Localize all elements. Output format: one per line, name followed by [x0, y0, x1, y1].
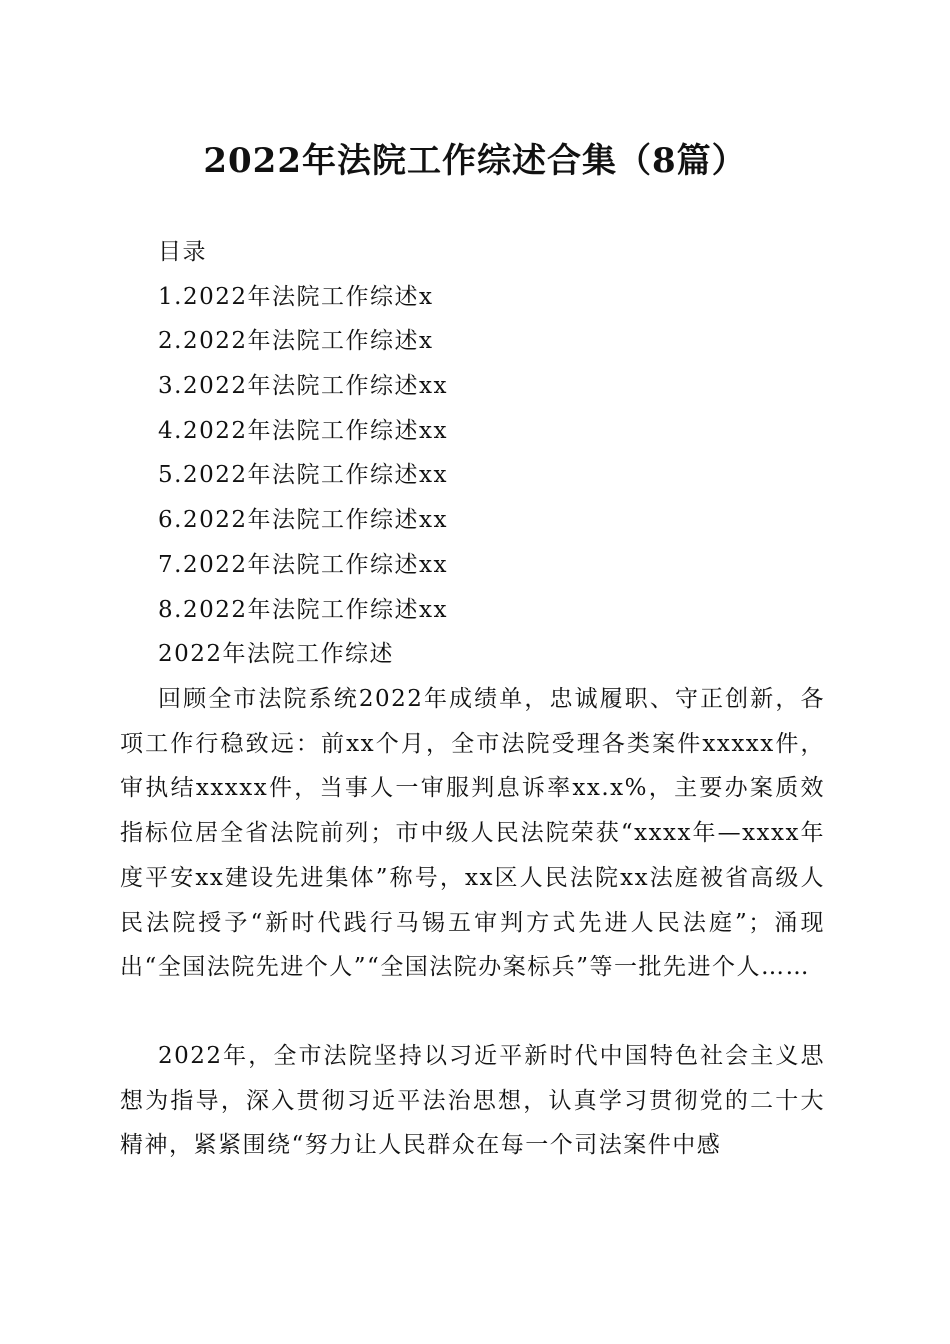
toc-item: 7.2022年法院工作综述xx	[158, 551, 448, 578]
toc-item: 4.2022年法院工作综述xx	[158, 417, 448, 444]
section-title: 2022年法院工作综述	[158, 641, 395, 668]
toc-item: 6.2022年法院工作综述xx	[158, 507, 448, 534]
toc-item: 8.2022年法院工作综述xx	[158, 596, 448, 623]
table-of-contents	[158, 230, 838, 677]
body-paragraph: 回顾全市法院系统2022年成绩单，忠诚履职、守正创新，各项工作行稳致远：前xx个月，全市法院受理各类案件xxxxx件，审执结xxxxx件，当事人一审服判息诉率xx.x%，主要办案质效指标位居全省法院前列；市中级人民法院荣获“xxxx年—xxxx年度平安xx建设先进集体”称号，xx区人民法院xx法庭被省高级人民法院授予“新时代践行马锡五审判方式先进人民法庭”；涌现出“全国法院先进个人”“全国法院办案标兵”等一批先进个人……	[120, 686, 825, 981]
toc-item: 3.2022年法院工作综述xx	[158, 373, 448, 400]
toc-item: 5.2022年法院工作综述xx	[158, 462, 448, 489]
toc-heading: 目录	[158, 239, 207, 265]
body-paragraph: 2022年，全市法院坚持以习近平新时代中国特色社会主义思想为指导，深入贯彻习近平法治思想，认真学习贯彻党的二十大精神，紧紧围绕“努力让人民群众在每一个司法案件中感	[120, 1043, 825, 1159]
toc-item: 1.2022年法院工作综述x	[158, 283, 434, 310]
toc-item: 2.2022年法院工作综述x	[158, 328, 434, 355]
document-title: 2022年法院工作综述合集（8篇）	[203, 141, 747, 181]
